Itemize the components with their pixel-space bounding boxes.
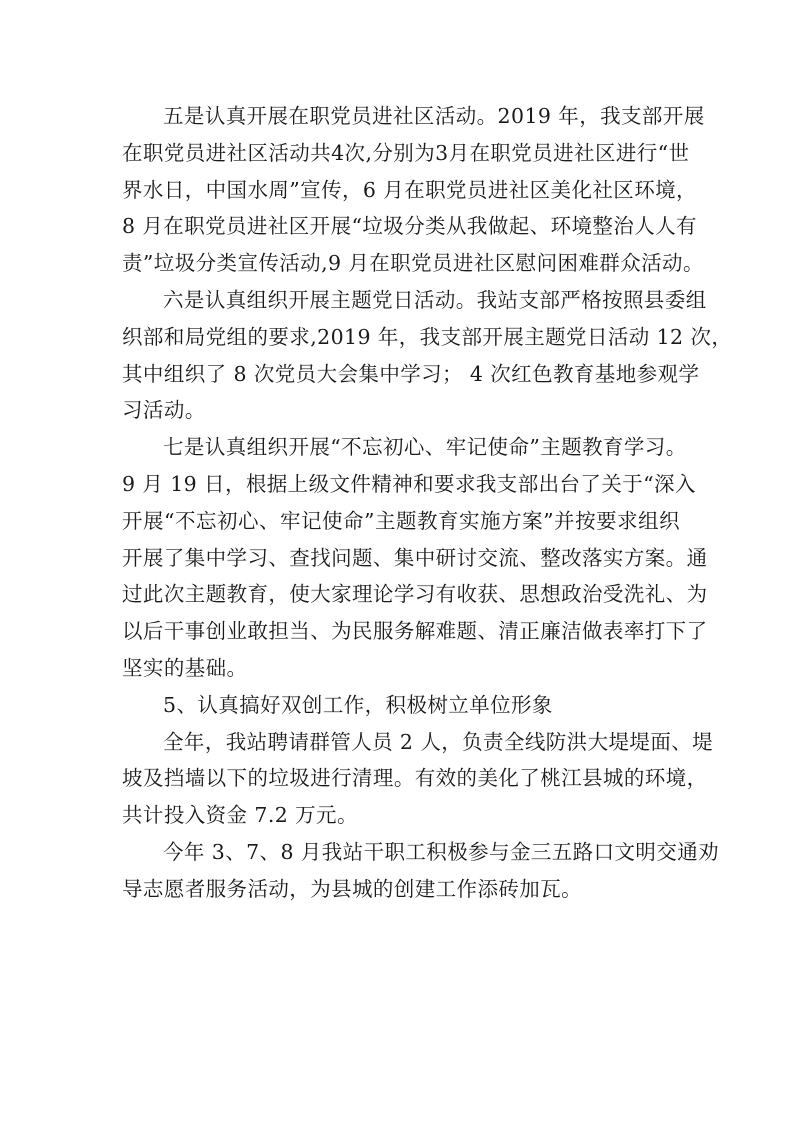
text-line: 9 月 19 日，根据上级文件精神和要求我支部出台了关于“深入 bbox=[122, 471, 696, 496]
heading-text: 5、认真搞好双创工作，积极树立单位形象 bbox=[163, 692, 553, 717]
paragraph-1 bbox=[122, 98, 705, 282]
paragraph-5 bbox=[122, 724, 714, 834]
text-line: 五是认真开展在职党员进社区活动。2019 年，我支部开展 bbox=[163, 104, 705, 128]
text-line: 开展了集中学习、查找问题、集中研讨交流、整改落实方案。通 bbox=[122, 545, 708, 570]
text-line: 今年 3、7、8 月我站干职工积极参与金三五路口文明交通劝 bbox=[163, 839, 720, 864]
text-line: 其中组织了 8 次党员大会集中学习； 4 次红色教育基地参观学 bbox=[122, 361, 700, 386]
text-line: 8 月在职党员进社区开展“垃圾分类从我做起、环境整治人人有 bbox=[122, 214, 697, 239]
paragraph-2 bbox=[122, 282, 733, 429]
paragraph-6 bbox=[122, 834, 720, 908]
text-line: 共计投入资金 7.2 万元。 bbox=[122, 803, 358, 828]
text-line: 责”垃圾分类宣传活动,9 月在职党员进社区慰问困难群众活动。 bbox=[122, 251, 704, 276]
text-line: 六是认真组织开展主题党日活动。我站支部严格按照县委组 bbox=[163, 287, 707, 312]
text-line: 以后干事创业敢担当、为民服务解难题、清正廉洁做表率打下了 bbox=[122, 619, 708, 644]
text-line: 织部和局党组的要求,2019 年，我支部开展主题党日活动 12 次， bbox=[122, 324, 733, 349]
section-heading bbox=[122, 687, 680, 724]
text-line: 界水日，中国水周”宣传，6 月在职党员进社区美化社区环境， bbox=[122, 177, 697, 202]
text-line: 坚实的基础。 bbox=[122, 655, 248, 680]
text-line: 七是认真组织开展“不忘初心、牢记使命”主题教育学习。 bbox=[163, 435, 687, 460]
text-line: 开展“不忘初心、牢记使命”主题教育实施方案”并按要求组织 bbox=[122, 508, 680, 533]
text-line: 坡及挡墙以下的垃圾进行清理。有效的美化了桃江县城的环境， bbox=[122, 766, 708, 791]
text-line: 习活动。 bbox=[122, 398, 206, 423]
text-line: 全年，我站聘请群管人员 2 人，负责全线防洪大堤堤面、堤 bbox=[163, 729, 714, 754]
text-line: 导志愿者服务活动，为县城的创建工作添砖加瓦。 bbox=[122, 876, 583, 901]
body-text bbox=[122, 98, 733, 908]
paragraph-3 bbox=[122, 429, 708, 687]
text-line: 在职党员进社区活动共4次,分别为3月在职党员进社区进行“世 bbox=[122, 140, 690, 165]
text-line: 过此次主题教育，使大家理论学习有收获、思想政治受洗礼、为 bbox=[122, 582, 708, 607]
